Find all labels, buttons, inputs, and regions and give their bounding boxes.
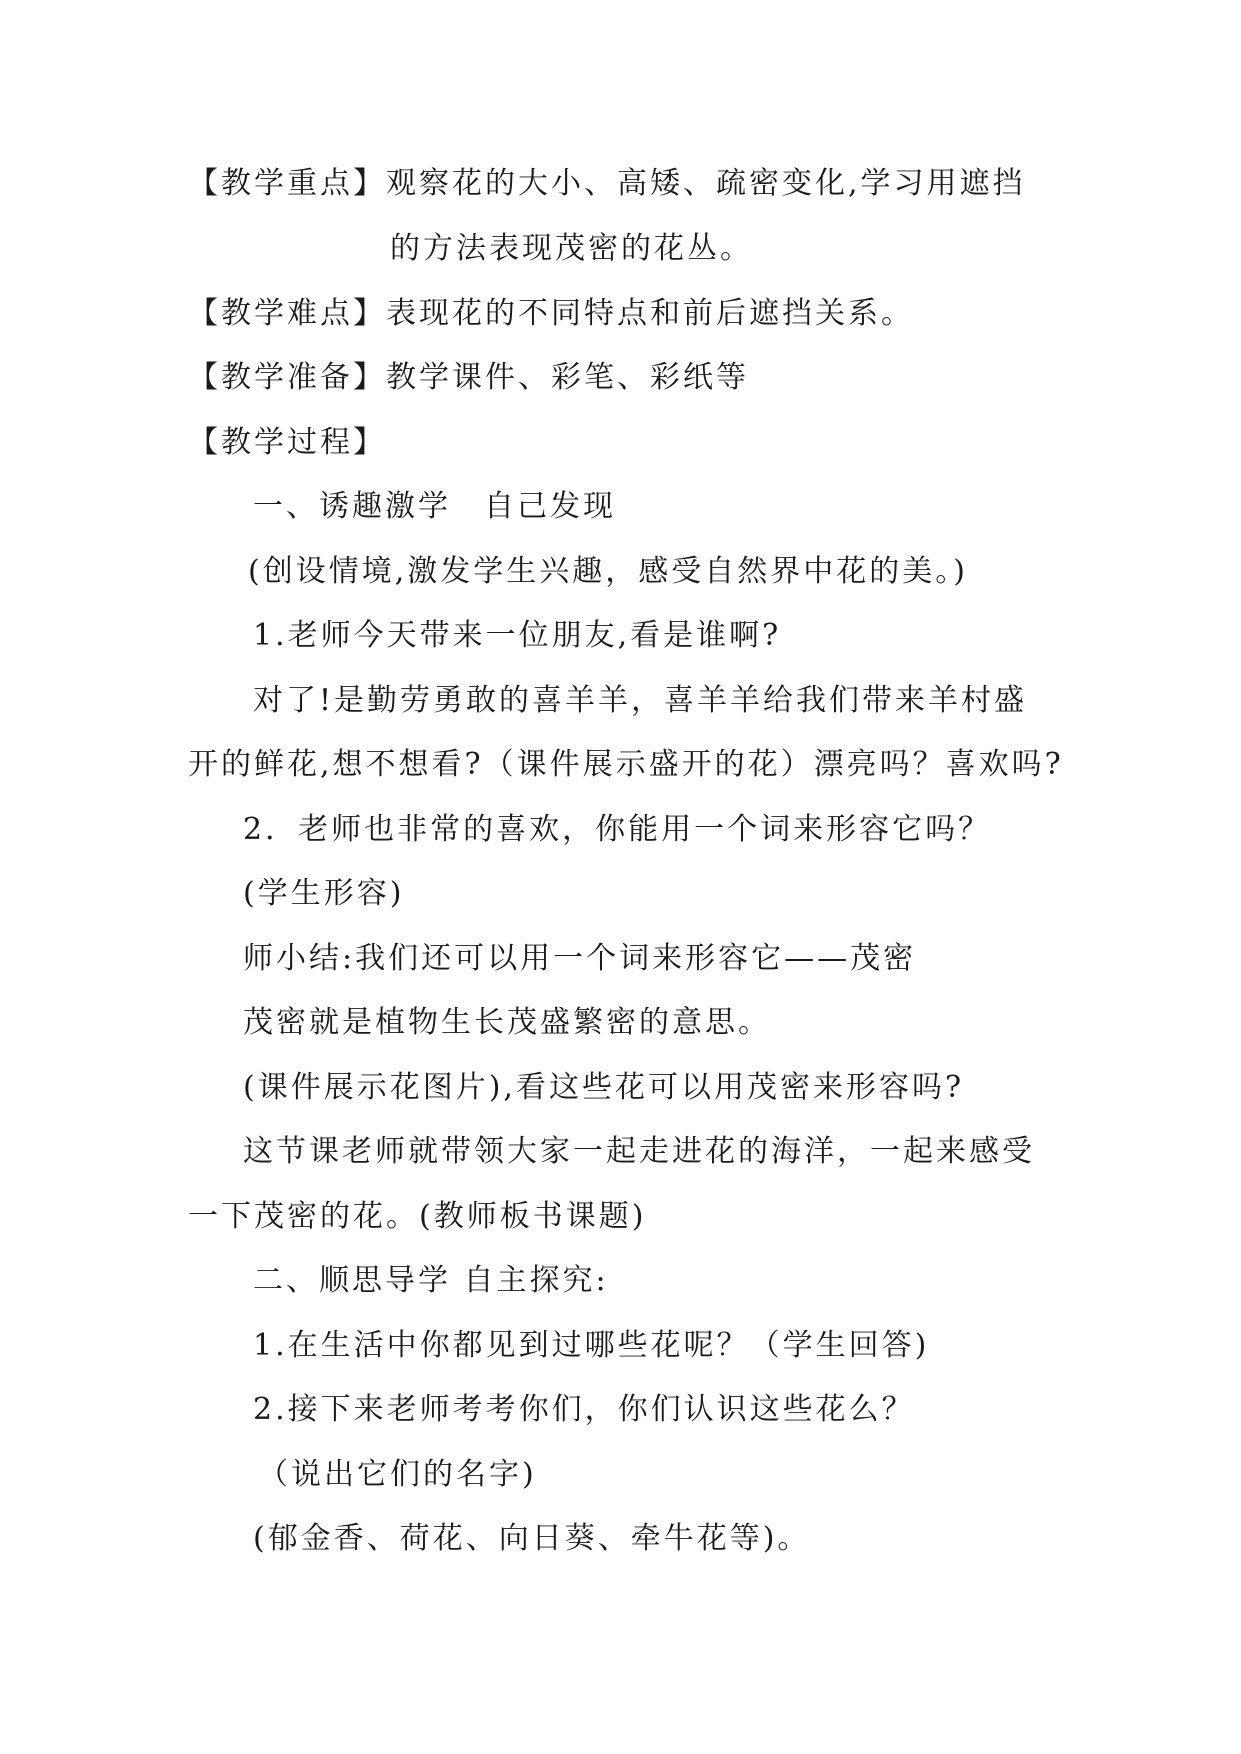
preparation-label: 【教学准备】 xyxy=(188,360,386,395)
section1-title: 一、诱趣激学 自己发现 xyxy=(253,489,616,524)
key-points-line-1 xyxy=(188,164,1026,204)
preparation-line xyxy=(188,358,749,398)
section1-paragraph-3: 2．老师也非常的喜欢，你能用一个词来形容它吗？ xyxy=(243,812,992,847)
section1-paragraph-6: 茂密就是植物生长茂盛繁密的意思。 xyxy=(243,1005,771,1040)
section2-paragraph-4: (郁金香、荷花、向日葵、牵牛花等)。 xyxy=(253,1521,811,1556)
section1-paragraph-8-line-2: 一下茂密的花。(教师板书课题) xyxy=(188,1199,647,1234)
section2-title: 二、顺思导学 自主探究: xyxy=(253,1263,609,1298)
key-points-line-2: 的方法表现茂密的花丛。 xyxy=(390,231,753,266)
difficulty-line xyxy=(188,294,914,334)
section2-paragraph-3: （说出它们的名字) xyxy=(258,1457,537,1492)
key-points-label: 【教学重点】 xyxy=(188,166,386,201)
process-heading: 【教学过程】 xyxy=(188,425,386,460)
section1-paragraph-2-line-1: 对了!是勤劳勇敢的喜羊羊，喜羊羊给我们带来羊村盛 xyxy=(253,683,1028,718)
section1-paragraph-2-line-2: 开的鲜花,想不想看?（课件展示盛开的花）漂亮吗？喜欢吗? xyxy=(188,747,1064,782)
preparation-text: 教学课件、彩笔、彩纸等 xyxy=(386,360,749,395)
section1-note: (创设情境,激发学生兴趣，感受自然界中花的美。) xyxy=(248,554,968,589)
difficulty-text: 表现花的不同特点和前后遮挡关系。 xyxy=(386,296,914,331)
section1-paragraph-4: (学生形容) xyxy=(243,876,405,911)
section2-paragraph-1: 1.在生活中你都见到过哪些花呢？（学生回答) xyxy=(253,1328,930,1363)
section2-paragraph-2: 2.接下来老师考考你们，你们认识这些花么？ xyxy=(253,1392,915,1427)
key-points-text: 观察花的大小、高矮、疏密变化,学习用遮挡 xyxy=(386,166,1026,201)
section1-paragraph-8-line-1: 这节课老师就带领大家一起走进花的海洋，一起来感受 xyxy=(243,1134,1035,1169)
section1-paragraph-7: (课件展示花图片),看这些花可以用茂密来形容吗? xyxy=(243,1070,965,1105)
section1-paragraph-1: 1.老师今天带来一位朋友,看是谁啊? xyxy=(253,618,782,653)
section1-paragraph-5: 师小结:我们还可以用一个词来形容它——茂密 xyxy=(243,941,917,976)
difficulty-label: 【教学难点】 xyxy=(188,296,386,331)
